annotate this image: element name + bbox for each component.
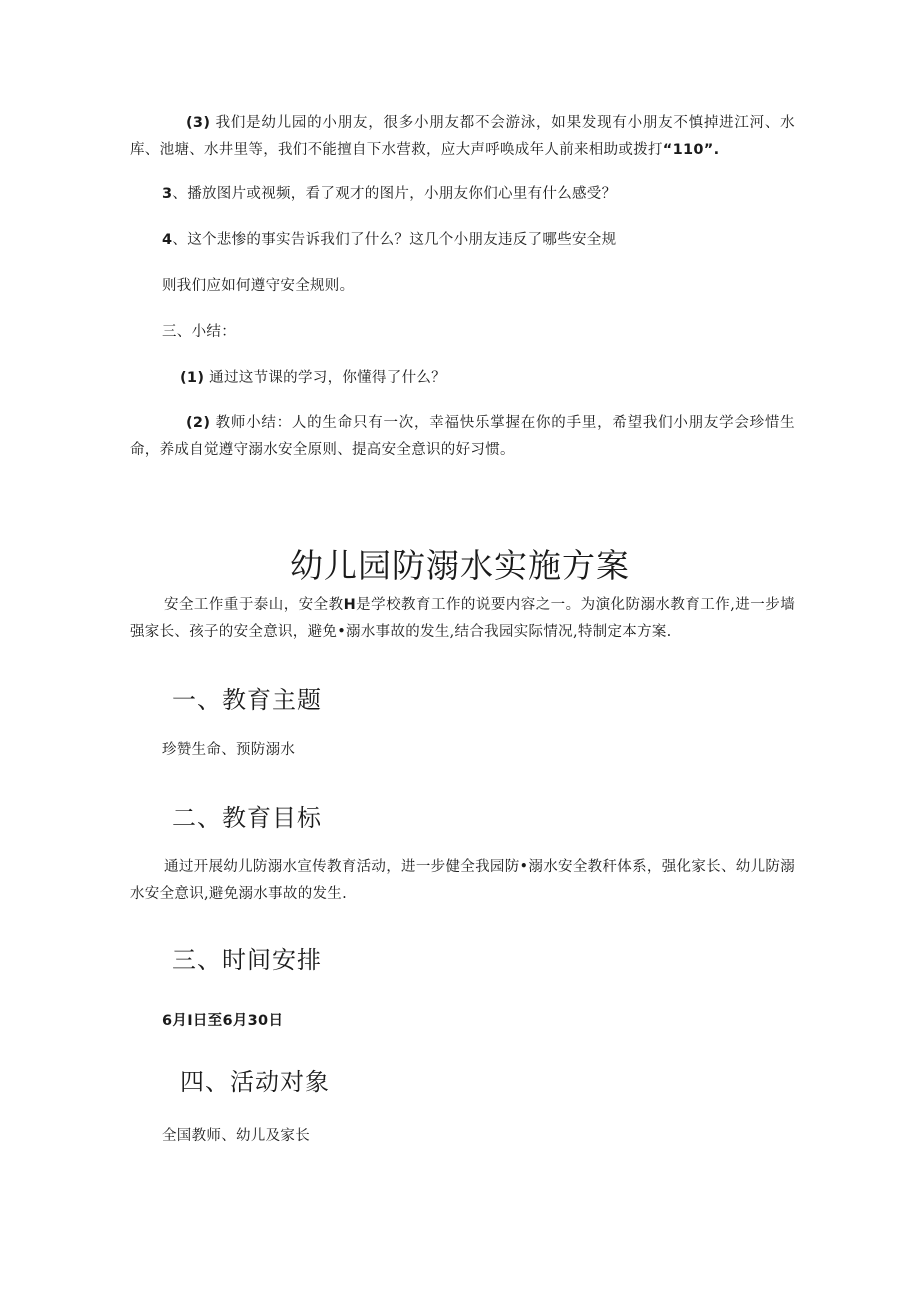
section-text-schedule bbox=[162, 1008, 827, 1035]
paragraph-text: 我们是幼儿园的小朋友，很多小朋友都不会游泳，如果发现有小朋友不慎掉进江河、水库、池塘、水井里等，我们不能擅自下水营救，应大声呼唤成年人前来相助或拨打 bbox=[130, 115, 795, 158]
summary-heading bbox=[162, 319, 827, 346]
paragraph-text: 是学校教育工作的说要内容之一。为演化防溺水教育工作,进一步墙强家长、孩子的安全意识，避免•溺水事故的发生,结合我园实际情况,特制定本方案. bbox=[130, 597, 795, 640]
item-number: (3) bbox=[186, 115, 211, 131]
section-text-theme bbox=[162, 737, 827, 764]
bold-glyph: H bbox=[343, 597, 356, 613]
paragraph-step-4-continued bbox=[162, 273, 827, 300]
item-number: (2) bbox=[186, 415, 211, 431]
section-heading-schedule: 三、时间安排 bbox=[172, 946, 322, 974]
paragraph-text: 安全工作重于泰山，安全教 bbox=[164, 597, 344, 613]
summary-item-2 bbox=[130, 410, 795, 464]
paragraph-item-3 bbox=[130, 110, 795, 164]
page-title: 幼儿园防溺水实施方案 bbox=[290, 546, 630, 585]
intro-paragraph bbox=[130, 592, 795, 646]
item-number: (1) bbox=[180, 370, 205, 386]
paragraph-text: 通过开展幼儿防溺水宣传教育活动，进一步健全我园防•溺水安全教秆体系，强化家长、幼儿防溺水安全意识,避免溺水事故的发生. bbox=[130, 859, 795, 902]
paragraph-text: 、这个悲惨的事实告诉我们了什么？这几个小朋友违反了哪些安全规 bbox=[172, 232, 617, 248]
summary-heading-text: 三、小结： bbox=[162, 324, 236, 340]
paragraph-step-4 bbox=[162, 227, 827, 254]
summary-item-1 bbox=[180, 365, 845, 392]
paragraph-text: 、播放图片或视频，看了观才的图片，小朋友你们心里有什么感受？ bbox=[172, 186, 617, 202]
section-heading-participants: 四、活动对象 bbox=[180, 1068, 330, 1096]
paragraph-text: 6月I日至6月30日 bbox=[162, 1013, 284, 1029]
paragraph-text: 通过这节课的学习，你懂得了什么？ bbox=[209, 370, 446, 386]
paragraph-step-3 bbox=[162, 181, 827, 208]
section-heading-theme: 一、教育主题 bbox=[172, 686, 322, 714]
section-heading-goal: 二、教育目标 bbox=[172, 804, 322, 832]
paragraph-text: 则我们应如何遵守安全规则。 bbox=[162, 278, 355, 294]
phone-number: “110”. bbox=[662, 142, 720, 158]
step-number: 3 bbox=[162, 186, 173, 202]
paragraph-text: 全国教师、幼儿及家长 bbox=[162, 1128, 310, 1144]
paragraph-text: 珍赞生命、预防溺水 bbox=[162, 742, 296, 758]
section-text-goal bbox=[130, 854, 795, 908]
paragraph-text: 教师小结：人的生命只有一次，幸福快乐掌握在你的手里，希望我们小朋友学会珍惜生命，养成自觉遵守溺水安全原则、提高安全意识的好习惯。 bbox=[130, 415, 795, 458]
step-number: 4 bbox=[162, 232, 173, 248]
section-text-participants bbox=[162, 1123, 827, 1150]
